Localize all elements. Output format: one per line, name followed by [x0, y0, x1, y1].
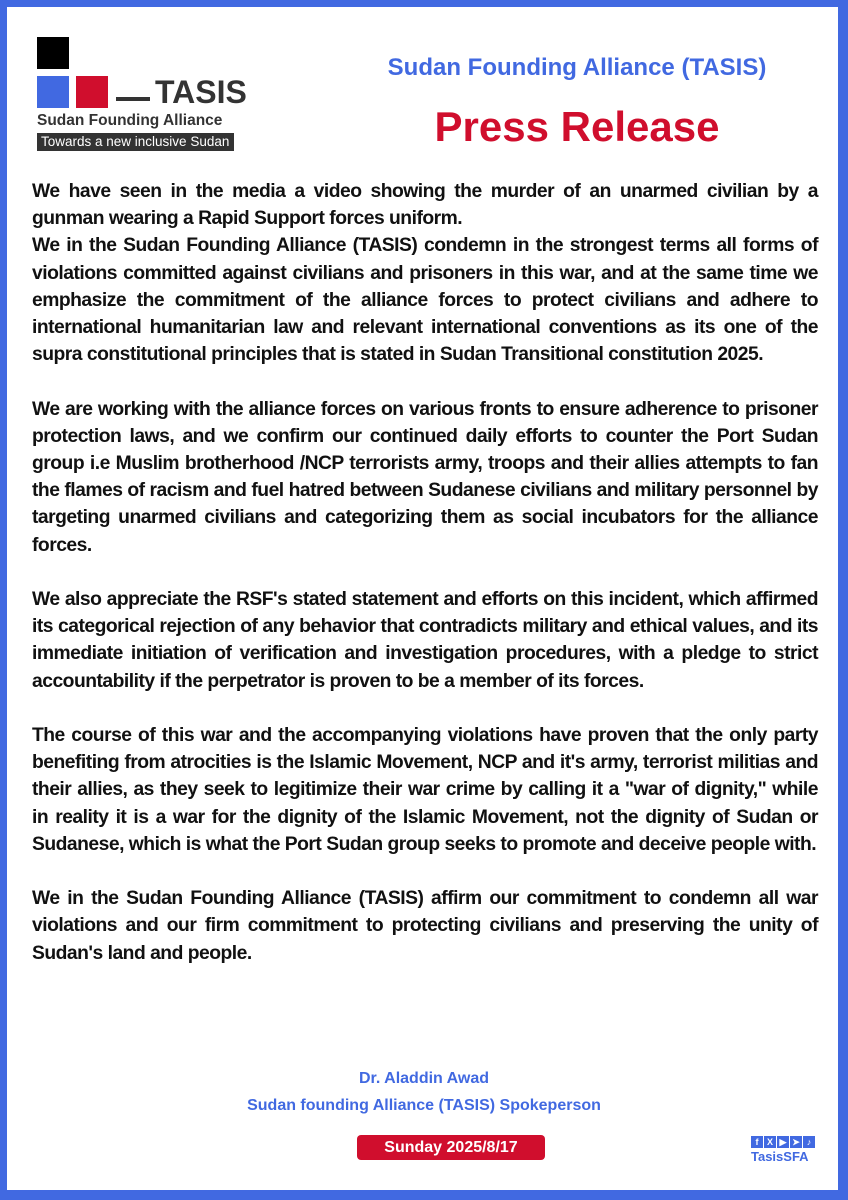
- social-handle: TasisSFA: [751, 1149, 809, 1164]
- logo-black-square: [37, 37, 69, 69]
- paragraph-5: The course of this war and the accompanying violations have proven that the only party benefiting from atrocities is the Islamic Movement, NCP and it's army, terrorist militias and their allies, as they seek to legitimize their war crime by calling it a "war of dignity," while in reality it is a war for the dignity of the Islamic Movement, not the dignity of Sudan or Sudanese, which is what the Port Sudan group seeks to promote and deceive people with.: [32, 725, 818, 855]
- signatory-name: Dr. Aladdin Awad: [358, 1070, 490, 1087]
- logo-underline-bar: [116, 97, 150, 101]
- x-icon[interactable]: X: [764, 1136, 776, 1148]
- youtube-icon[interactable]: ▶: [777, 1136, 789, 1148]
- facebook-icon[interactable]: f: [751, 1136, 763, 1148]
- social-block: [751, 1136, 821, 1164]
- social-icons: [751, 1136, 821, 1148]
- paragraph-3: We are working with the alliance forces on various fronts to ensure adherence to prisoner protection laws, and we confirm our continued daily efforts to counter the Port Sudan group i.e Muslim brotherhood /NCP terrorists army, troops and their allies attempts to fan the flames of racism and fuel hatred between Sudanese civilians and military personnel by targeting unarmed civilians and categorizing them as social incubators for the alliance forces.: [32, 398, 818, 556]
- document-title: Press Release: [434, 103, 720, 150]
- date-badge: Sunday 2025/8/17: [357, 1135, 545, 1160]
- logo-blue-square: [37, 76, 69, 108]
- paragraph-2: We in the Sudan Founding Alliance (TASIS) condemn in the strongest terms all forms of violations committed against civilians and prisoners in this war, and at the same time we emphasize the commitment of the alliance forces to protect civilians and adhere to international humanitarian law and relevant international conventions as its one of the supra constitutional principles that is stated in Sudan Transitional constitution 2025.: [32, 235, 818, 366]
- logo-wordmark-text: TASIS: [155, 74, 247, 110]
- logo-red-square: [76, 76, 108, 108]
- logo-wordmark: [116, 74, 247, 110]
- paragraph-6: We in the Sudan Founding Alliance (TASIS) affirm our commitment to condemn all war violations and our firm commitment to protecting civilians and preserving the unity of Sudan's land and people.: [32, 888, 818, 964]
- tiktok-icon[interactable]: ♪: [803, 1136, 815, 1148]
- logo-tagline: Towards a new inclusive Sudan: [37, 133, 234, 151]
- press-release-body: [32, 178, 818, 994]
- paragraph-4: We also appreciate the RSF's stated statement and efforts on this incident, which affirmed its categorical rejection of any behavior that contradicts military and ethical values, and its immediate initiation of verification and investigation procedures, with a pledge to strict accountability if the perpetrator is proven to be a member of its forces.: [32, 589, 818, 692]
- paragraph-1: We have seen in the media a video showing the murder of an unarmed civilian by a gunman wearing a Rapid Support forces uniform.: [32, 181, 818, 230]
- org-title: Sudan Founding Alliance (TASIS): [387, 54, 767, 81]
- telegram-icon[interactable]: ➤: [790, 1136, 802, 1148]
- press-release-page: [7, 7, 838, 1190]
- signatory-title: Sudan founding Alliance (TASIS) Spokeperson: [247, 1097, 601, 1114]
- tasis-logo: [30, 30, 250, 155]
- logo-org-name: Sudan Founding Alliance: [37, 112, 223, 129]
